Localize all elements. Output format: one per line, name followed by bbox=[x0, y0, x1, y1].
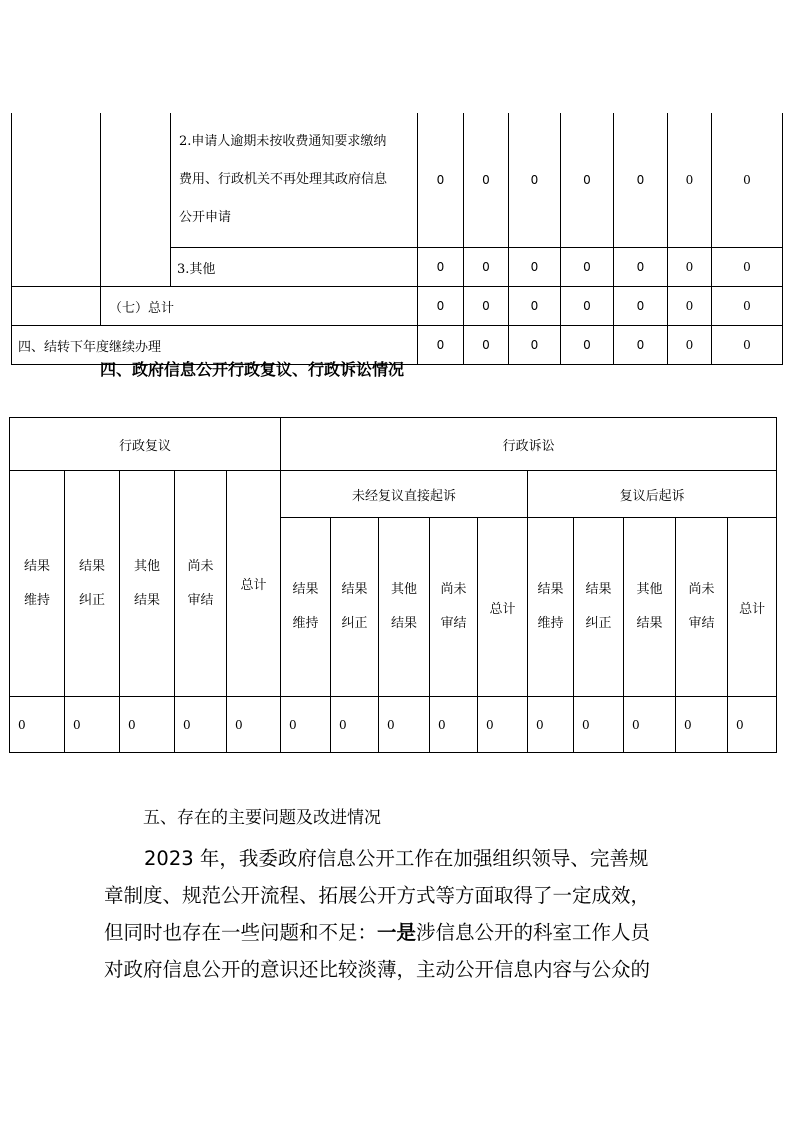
col-header: 尚未 审结 bbox=[676, 518, 728, 697]
value-cell: 0 bbox=[614, 287, 668, 326]
value-cell: 0 bbox=[668, 248, 712, 287]
value-cell: 0 bbox=[430, 697, 478, 753]
table-row bbox=[12, 113, 783, 248]
value-cell: 0 bbox=[509, 326, 561, 365]
table-row bbox=[10, 418, 777, 471]
col-header-total: 总计 bbox=[227, 471, 281, 697]
value-cell: 0 bbox=[614, 113, 668, 248]
value-cell: 0 bbox=[668, 287, 712, 326]
row-label-late-fee bbox=[171, 113, 418, 248]
value-cell: 0 bbox=[561, 248, 614, 287]
table-row bbox=[12, 287, 783, 326]
label-line: 2.申请人逾期未按收费通知要求缴纳 bbox=[179, 134, 387, 149]
paragraph-text: 但同时也存在一些问题和不足： bbox=[104, 921, 378, 944]
section-heading-problems: 五、存在的主要问题及改进情况 bbox=[143, 808, 381, 828]
value-cell: 0 bbox=[509, 113, 561, 248]
col-header: 尚未 审结 bbox=[175, 471, 227, 697]
value-cell: 0 bbox=[175, 697, 227, 753]
table-cell-blank bbox=[12, 113, 101, 287]
value-cell: 0 bbox=[478, 697, 528, 753]
value-cell: 0 bbox=[120, 697, 175, 753]
value-cell: 0 bbox=[10, 697, 65, 753]
label-line: 费用、行政机关不再处理其政府信息 bbox=[179, 172, 388, 187]
col-header: 其他 结果 bbox=[120, 471, 175, 697]
value-cell: 0 bbox=[227, 697, 281, 753]
body-paragraph bbox=[104, 840, 694, 988]
col-header: 结果 维持 bbox=[10, 471, 65, 697]
paragraph-line: 章制度、规范公开流程、拓展公开方式等方面取得了一定成效， bbox=[104, 884, 651, 907]
label-line: 公开申请 bbox=[179, 210, 232, 225]
value-cell: 0 bbox=[668, 113, 712, 248]
table-cell-blank bbox=[12, 287, 101, 326]
review-litigation-table bbox=[9, 417, 777, 753]
header-admin-litigation: 行政诉讼 bbox=[281, 418, 777, 471]
value-cell: 0 bbox=[561, 113, 614, 248]
value-cell: 0 bbox=[624, 697, 676, 753]
value-cell: 0 bbox=[464, 248, 509, 287]
value-cell: 0 bbox=[281, 697, 331, 753]
col-header: 结果 纠正 bbox=[574, 518, 624, 697]
value-cell: 0 bbox=[561, 326, 614, 365]
value-cell: 0 bbox=[418, 287, 464, 326]
col-header: 其他 结果 bbox=[624, 518, 676, 697]
table-cell-blank bbox=[101, 113, 171, 287]
value-cell: 0 bbox=[418, 113, 464, 248]
value-cell: 0 bbox=[379, 697, 430, 753]
col-header-total: 总计 bbox=[728, 518, 777, 697]
value-cell: 0 bbox=[418, 248, 464, 287]
col-header: 结果 纠正 bbox=[65, 471, 120, 697]
value-cell: 0 bbox=[464, 113, 509, 248]
value-cell: 0 bbox=[574, 697, 624, 753]
header-direct-suit: 未经复议直接起诉 bbox=[281, 471, 528, 518]
paragraph-emphasis: 一是 bbox=[377, 921, 417, 944]
value-cell: 0 bbox=[65, 697, 120, 753]
value-cell: 0 bbox=[728, 697, 777, 753]
value-cell: 0 bbox=[712, 248, 783, 287]
col-header: 其他 结果 bbox=[379, 518, 430, 697]
value-cell: 0 bbox=[509, 248, 561, 287]
section-heading-review-litigation: 四、政府信息公开行政复议、行政诉讼情况 bbox=[100, 360, 405, 379]
value-cell: 0 bbox=[614, 326, 668, 365]
value-cell: 0 bbox=[509, 287, 561, 326]
statistics-table-continued bbox=[11, 113, 783, 365]
value-cell: 0 bbox=[676, 697, 728, 753]
header-suit-after-review: 复议后起诉 bbox=[528, 471, 777, 518]
value-cell: 0 bbox=[528, 697, 574, 753]
value-cell: 0 bbox=[331, 697, 379, 753]
value-cell: 0 bbox=[561, 287, 614, 326]
paragraph-line: 对政府信息公开的意识还比较淡薄，主动公开信息内容与公众的 bbox=[104, 958, 651, 981]
value-cell: 0 bbox=[712, 326, 783, 365]
row-label-total: （七）总计 bbox=[101, 287, 418, 326]
paragraph-line bbox=[104, 914, 694, 951]
value-cell: 0 bbox=[668, 326, 712, 365]
value-cell: 0 bbox=[464, 287, 509, 326]
col-header-total: 总计 bbox=[478, 518, 528, 697]
paragraph-text: 涉信息公开的科室工作人员 bbox=[416, 921, 651, 944]
table-row bbox=[10, 471, 777, 518]
value-cell: 0 bbox=[712, 113, 783, 248]
paragraph-line: 2023 年，我委政府信息公开工作在加强组织领导、完善规 bbox=[144, 847, 649, 870]
value-cell: 0 bbox=[418, 326, 464, 365]
row-label-carry-over: 四、结转下年度继续办理 bbox=[12, 326, 418, 365]
value-cell: 0 bbox=[712, 287, 783, 326]
value-cell: 0 bbox=[614, 248, 668, 287]
row-label-other: 3.其他 bbox=[171, 248, 418, 287]
col-header: 结果 纠正 bbox=[331, 518, 379, 697]
col-header: 结果 维持 bbox=[528, 518, 574, 697]
col-header: 尚未 审结 bbox=[430, 518, 478, 697]
value-cell: 0 bbox=[464, 326, 509, 365]
col-header: 结果 维持 bbox=[281, 518, 331, 697]
table-row bbox=[10, 697, 777, 753]
header-admin-review: 行政复议 bbox=[10, 418, 281, 471]
